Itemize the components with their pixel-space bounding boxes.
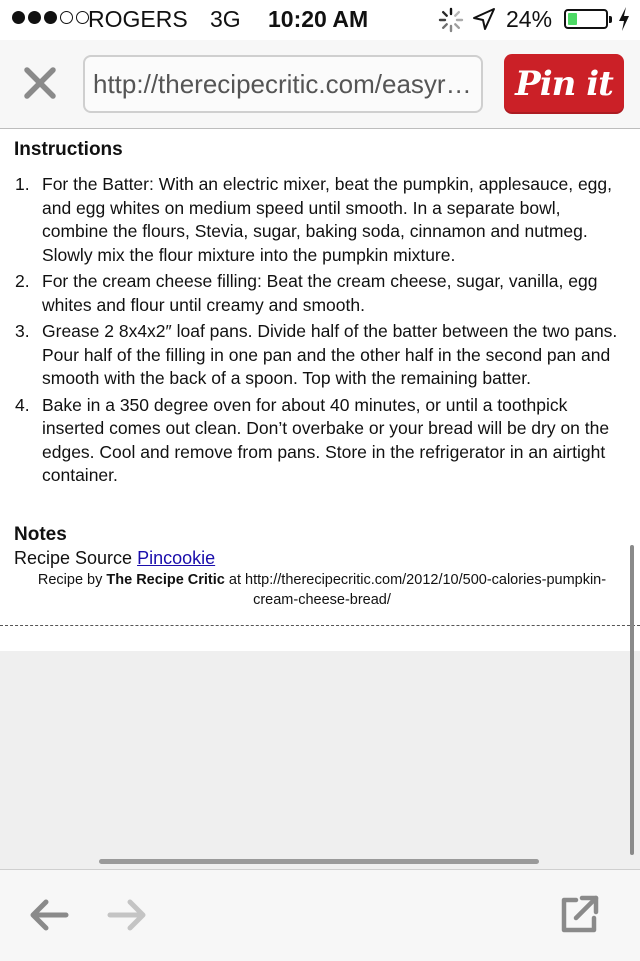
recipe-source-label: Recipe Source — [14, 548, 133, 568]
dashed-divider — [0, 625, 640, 626]
step-number: 4. — [15, 394, 30, 415]
close-icon[interactable] — [22, 65, 58, 101]
step-number: 2. — [15, 271, 30, 291]
step-text: Bake in a 350 degree oven for about 40 minutes, or until a toothpick inserted comes out clean. Don’t overbake or your bread will be dry on the edges. Cool and remove from pans. Store in the refrigerator in an airtight container. — [42, 394, 610, 485]
battery-fill — [568, 13, 577, 25]
step-number: 3. — [15, 321, 30, 341]
empty-page-area — [0, 651, 640, 869]
location-arrow-icon — [472, 7, 496, 31]
credit-url: http://therecipecritic.com/2012/10/500-calories-pumpkin-cream-cheese-bread/ — [245, 572, 607, 608]
battery-percent: 24% — [506, 6, 553, 32]
instruction-step — [0, 320, 630, 391]
share-icon[interactable] — [558, 892, 602, 936]
step-text: Grease 2 8x4x2″ loaf pans. Divide half of the batter between the two pans. Pour half of the filling in one pan and the other half in the second pan and smooth with the back of a spoon. Top with the remaining batter. — [42, 321, 618, 388]
notes-heading: Notes — [14, 524, 67, 545]
recipe-credit — [22, 570, 622, 610]
horizontal-scrollbar[interactable] — [99, 859, 539, 864]
vertical-scrollbar[interactable] — [630, 545, 634, 855]
pin-it-button[interactable]: Pin it — [504, 54, 624, 114]
forward-arrow-icon[interactable] — [106, 894, 148, 936]
instruction-step — [0, 173, 630, 267]
back-arrow-icon[interactable] — [28, 894, 70, 936]
instruction-step — [0, 394, 630, 488]
recipe-content — [0, 129, 640, 651]
instruction-step — [0, 270, 630, 317]
bottom-toolbar — [0, 869, 640, 961]
step-text: For the Batter: With an electric mixer, beat the pumpkin, applesauce, egg, and egg whites on medium speed until smooth. In a separate bowl, combine the flours, Stevia, sugar, baking soda, cinnamon and nutmeg. Slowly mix the flour mixture into the pumpkin mixture. — [42, 174, 613, 265]
credit-prefix: Recipe by — [37, 572, 103, 588]
carrier-name: ROGERS — [88, 6, 188, 32]
instructions-list — [0, 173, 630, 491]
activity-spinner-icon — [438, 7, 464, 33]
clock: 10:20 AM — [268, 6, 369, 32]
credit-at: at — [228, 572, 241, 588]
url-field[interactable]: http://therecipecritic.com/easyr… — [83, 55, 483, 113]
signal-strength-icon — [12, 11, 89, 24]
step-text: For the cream cheese filling: Beat the cream cheese, sugar, vanilla, egg whites and flour until creamy and smooth. — [42, 271, 598, 315]
status-bar — [0, 0, 640, 40]
network-type: 3G — [210, 6, 241, 32]
recipe-source-link[interactable]: Pincookie — [137, 548, 216, 568]
charging-bolt-icon — [618, 7, 630, 31]
recipe-source — [14, 548, 215, 569]
step-number: 1. — [15, 174, 30, 194]
credit-author: The Recipe Critic — [106, 572, 225, 588]
battery-icon — [564, 9, 608, 29]
browser-toolbar — [0, 40, 640, 129]
instructions-heading: Instructions — [14, 139, 123, 160]
